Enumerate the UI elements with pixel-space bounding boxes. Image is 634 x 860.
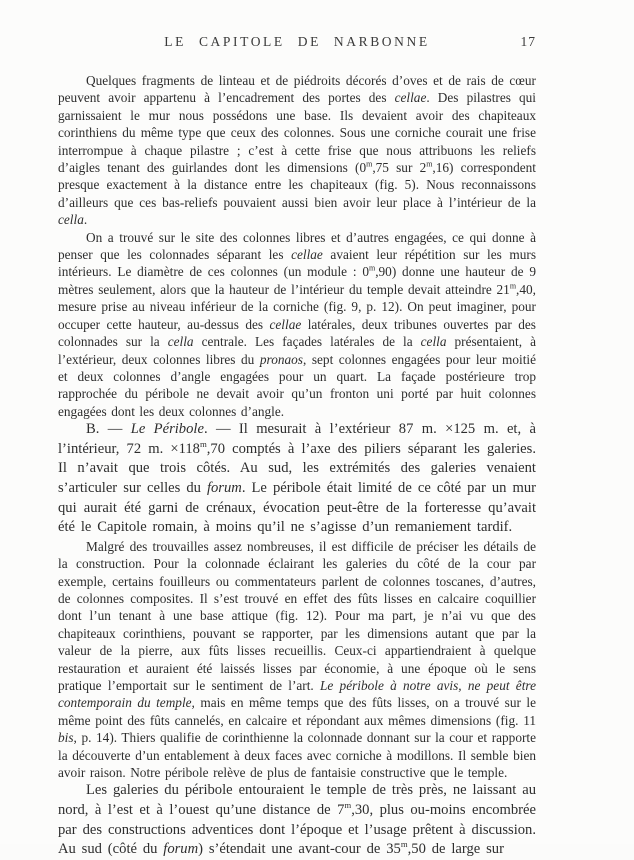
page-number: 17 — [520, 34, 536, 49]
paragraph: Quelques fragments de linteau et de piédroits décorés d’oves et de rais de cœur peuvent avoir appartenu à l’encadrement des portes des cellae. Des pilastres qui garnissaient le mur nous possédons une base. Ils devaient avoir des chapiteaux corinthiens du même type que ceux des colonnes. Sous une corniche courait une frise interrompue à chaque pilastre ; c’est à cette frise que nous attribuons les reliefs d’aigles tenant des guirlandes dont les dimensions (0$^m$,75 sur 2$^m$,16) correspondent presque exactement à la distance entre les chapiteaux (fig. 5). Nous reconnaissons d’ailleurs que ces bas-reliefs pouvaient aussi bien avoir leur place à l’intérieur de la cella. — [58, 73, 536, 228]
paragraph: B. — Le Péribole. — Il mesurait à l’extérieur 87 m. ×125 m. et, à l’intérieur, 72 m. $\times 118^m,70$ comptés à l’axe des piliers séparant les galeries. Il n’avait que trois côtés. Au sud, les extrémités des galeries venaient s’articuler sur celles du forum. Le péribole était limité de ce côté par un mur qui aurait été garni de crénaux, évocation peut-être de la forteresse qu’avait été le Capitole romain, à moins qu’il ne s’agisse d’un remaniement tardif. — [58, 421, 536, 536]
paragraph: On a trouvé sur le site des colonnes libres et d’autres engagées, ce qui donne à penser que les colonnades séparant les cellae avaient leur répétition sur les murs intérieurs. Le diamètre de ces colonnes (un module : 0$^m$,90) donne une hauteur de 9 mètres seulement, alors que la hauteur de l’intérieur du temple devait atteindre 21$^m$,40, mesure prise au niveau inférieur de la corniche (fig. 9, p. 12). On peut imaginer, pour occuper cette hauteur, au-dessus des cellae latérales, deux tribunes ouvertes par des colonnades sur la cella centrale. Les façades latérales de la cella présentaient, à l’extérieur, deux colonnes libres du pronaos, sept colonnes engagées pour leur moitié et deux colonnes d’angle engagées pour un quart. La façade postérieure trop rapprochée du péribole ne devait avoir qu’un fronton uni porté par huit colonnes engagées dont les deux colonnes d’angle. — [58, 229, 537, 419]
running-title: LE CAPITOLE DE NARBONNE — [164, 34, 430, 49]
paragraph: Les galeries du péribole entouraient le temple de très près, ne laissant au nord, à l’est et à l’ouest qu’une distance de 7$^m$,30, plus ou-moins encombrée par des constructions adventices dont l’époque et l’usage prêtent à discussion. Au sud (côté du forum) s’étendait une avant-cour de 35$^m$,50 de large sur — [58, 782, 536, 858]
paragraph: Malgré des trouvailles assez nombreuses, il est difficile de préciser les détails de la construction. Pour la colonnade éclairant les galeries du côté de la cour par exemple, certains fouilleurs ou commentateurs parlent de colonnes toscanes, d’autres, de colonnes composites. Il s’est trouvé en effet des fûts lisses en calcaire coquillier dont l’un tenant à une base attique (fig. 12). Pour ma part, je n’ai vu que des chapiteaux corinthiens, pouvant se rapporter, par les dimensions autant que par la valeur de la pierre, aux fûts lisses recueillis. Ceux-ci appartiendraient à quelque restauration et auraient été laissés lisses par économie, à une époque où le sens pratique l’emportait sur le sentiment de l’art. Le péribole à notre avis, ne peut être contemporain du temple, mais en même temps que des fûts lisses, on a trouvé sur le même point des fûts cannelés, en calcaire et répondant aux mêmes dimensions (fig. 11 bis, p. 14). Thiers qualifie de corinthienne la colonnade donnant sur la cour et rapporte la découverte d’un entablement à deux faces avec corniche à modillons. Il semble bien avoir raison. Notre péribole relève de plus de fantaisie constructive que le temple. — [58, 538, 536, 780]
running-head — [58, 34, 536, 52]
page-body — [58, 72, 536, 860]
